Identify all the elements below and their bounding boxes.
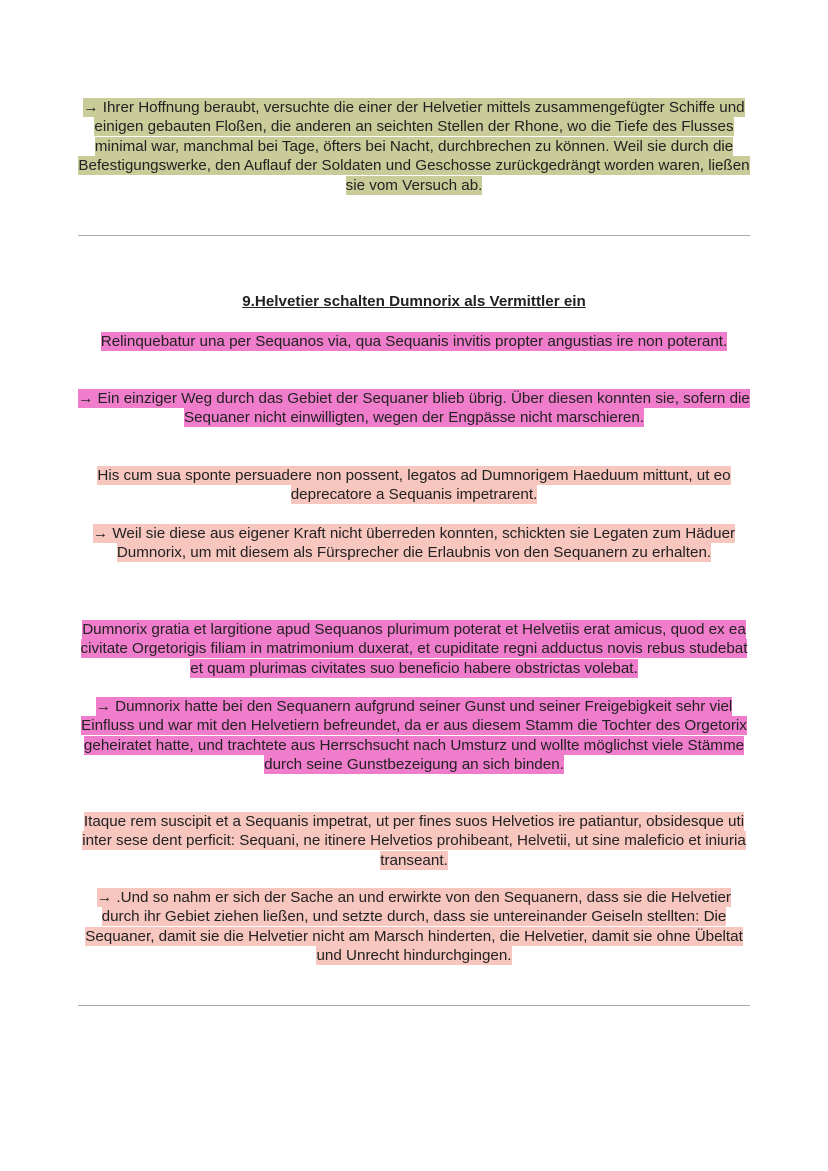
latin-paragraph-2 [78,466,750,505]
highlighted-text: → .Und so nahm er sich der Sache an und erwirkte von den Sequanern, dass sie die Helvetier durch ihr Gebiet ziehen ließen, und setzte durch, dass sie untereinander Geiseln stellten: Die Sequaner, damit sie die Helvetier nicht am Marsch hinderten, die Helvetier, damit sie ohne Übeltat und Unrecht hindurchgingen. [85,889,743,965]
translation-paragraph-1 [78,98,750,195]
highlighted-text: → Dumnorix hatte bei den Sequanern aufgrund seiner Gunst und seiner Freigebigkeit sehr viel Einfluss und war mit den Helvetiern befreundet, da er aus diesem Stamm die Tochter des Orgetorix geheiratet hatte, und trachtete aus Herrschsucht nach Umsturz und wollte möglichst viele Stämme durch seine Gunstbezeigung an sich binden. [81,698,747,774]
highlighted-text: Itaque rem suscipit et a Sequanis impetrat, ut per fines suos Helvetios ire patiantur, obsidesque uti inter sese dent perficit: Sequani, ne itinere Helvetios prohibeant, Helvetii, ut sine maleficio et iniuria transeant. [82,813,746,869]
highlighted-text: → Ein einziger Weg durch das Gebiet der Sequaner blieb übrig. Über diesen konnten sie, sofern die Sequaner nicht einwilligten, wegen der Engpässe nicht marschieren. [78,390,750,427]
highlighted-text: → Weil sie diese aus eigener Kraft nicht überreden konnten, schickten sie Legaten zum Häduer Dumnorix, um mit diesem als Fürsprecher die Erlaubnis von den Sequanern zu erhalten. [92,525,736,562]
section-divider [78,1005,750,1006]
highlighted-text: Dumnorix gratia et largitione apud Sequanos plurimum poterat et Helvetiis erat amicus, quod ex ea civitate Orgetorigis filiam in matrimonium duxerat, et cupiditate regni adductus novis rebus studebat et quam plurimas civitates suo beneficio habere obstrictas volebat. [80,621,748,677]
german-paragraph-3 [78,697,750,775]
highlighted-text: His cum sua sponte persuadere non possent, legatos ad Dumnorigem Haeduum mittunt, ut eo deprecatore a Sequanis impetrarent. [97,467,731,504]
latin-paragraph-3 [78,620,750,678]
german-paragraph-1 [78,389,750,428]
highlighted-text: Relinquebatur una per Sequanos via, qua Sequanis invitis propter angustias ire non poterant. [100,333,728,350]
latin-paragraph-4 [78,812,750,870]
latin-paragraph-1 [78,332,750,351]
german-paragraph-4 [78,888,750,966]
section-divider [78,235,750,236]
section-heading: 9.Helvetier schalten Dumnorix als Vermittler ein [242,293,586,310]
highlighted-text: → Ihrer Hoffnung beraubt, versuchte die einer der Helvetier mittels zusammengefügter Schiffe und einigen gebauten Floßen, die anderen an seichten Stellen der Rhone, wo die Tiefe des Flusses minimal war, manchmal bei Tage, öfters bei Nacht, durchbrechen zu können. Weil sie durch die Befestigungswerke, den Auflauf der Soldaten und Geschosse zurückgedrängt worden waren, ließen sie vom Versuch ab. [78,99,750,194]
german-paragraph-2 [78,524,750,563]
